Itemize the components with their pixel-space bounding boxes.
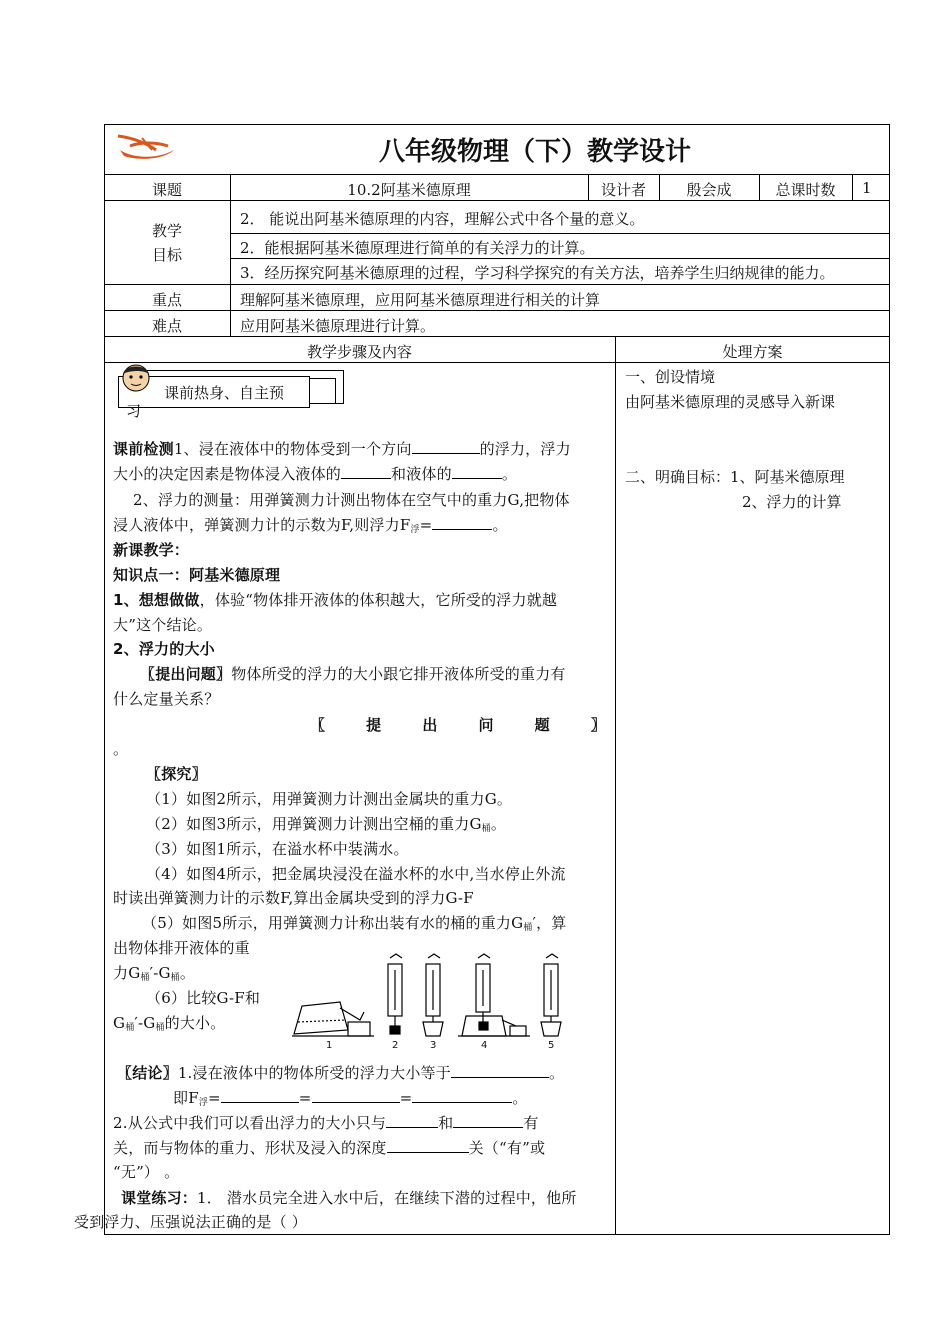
subscript: 桶: [155, 1023, 165, 1033]
pre-test-text: 1、浸在液体中的物体受到一个方向: [173, 440, 412, 458]
answer-blank[interactable]: [412, 439, 480, 454]
conclusion-line1: [117, 1061, 613, 1085]
topic-value: 10.2阿基米德原理: [347, 181, 471, 199]
goal-item: 2．能根据阿基米德原理进行简单的有关浮力的计算。: [240, 239, 595, 257]
page-title: 八年级物理（下）教学设计: [378, 137, 691, 167]
step-text: ′-G: [149, 964, 171, 982]
answer-blank[interactable]: [386, 1113, 438, 1128]
spread-char: 出: [422, 716, 438, 734]
subscript: 桶: [523, 923, 533, 933]
conclusion-line2: [113, 1111, 609, 1135]
figure-label: 4: [481, 1040, 488, 1051]
explore-step: （1）如图2所示，用弹簧测力计测出金属块的重力G。: [146, 790, 513, 808]
conclusion-line4: “无”） 。: [113, 1163, 180, 1181]
knowledge-point-heading: 知识点一：阿基米德原理: [113, 566, 281, 584]
topic-label: 课题: [151, 181, 182, 199]
step-text: （5）如图5所示，用弹簧测力计称出装有水的桶的重力G: [142, 914, 524, 932]
pre-test-line1: [113, 437, 609, 461]
subscript: 桶: [125, 1023, 135, 1033]
plan-item-text: 由阿基米德原理的灵感导入新课: [625, 393, 836, 411]
figure-label: 3: [430, 1040, 437, 1051]
step-text: 力G: [113, 964, 141, 982]
question-line2: 什么定量关系？: [113, 690, 220, 708]
spread-heading: [310, 713, 606, 737]
pre-test-line2: [113, 462, 609, 486]
goals-label: [104, 219, 230, 267]
explore-step: （4）如图4所示，把金属块浸没在溢水杯的水中,当水停止外流: [146, 865, 566, 883]
conclusion-text: 关，而与物体的重力、形状及浸入的深度: [113, 1139, 387, 1157]
spread-char: 〖: [310, 716, 326, 734]
step-text: G: [113, 1014, 126, 1032]
conclusion-text: 1.浸在液体中的物体所受的浮力大小等于: [177, 1064, 451, 1082]
conclusion-label: 〖结论〗: [117, 1064, 178, 1082]
goals-label-line1: 教学: [151, 222, 182, 240]
practice-text: 1． 潜水员完全进入水中后，在继续下潜的过程中，他所: [197, 1189, 577, 1207]
figure-label: 2: [392, 1040, 399, 1051]
formula-text: 即F: [173, 1089, 199, 1107]
answer-blank[interactable]: [341, 464, 391, 479]
school-logo: [112, 128, 184, 168]
plan-item-title: 一、创设情境: [625, 368, 716, 386]
subscript: 桶: [170, 973, 180, 983]
question-line1: [140, 662, 609, 686]
step-text: （2）如图3所示，用弹簧测力计测出空桶的重力G: [146, 815, 482, 833]
answer-blank[interactable]: [387, 1138, 469, 1153]
warmup-banner: [116, 362, 348, 420]
student-avatar-icon: [116, 362, 156, 392]
subscript: 浮: [410, 525, 420, 535]
question-text: 物体所受的浮力的大小跟它排开液体所受的重力有: [231, 665, 566, 683]
designer-value: 殷会成: [686, 181, 732, 199]
pre-test-text: 大小的决定因素是物体浸入液体的: [113, 465, 342, 483]
plan-header: 处理方案: [722, 343, 783, 361]
subscript: 桶: [140, 973, 150, 983]
answer-blank[interactable]: [451, 1063, 549, 1078]
plan-item-title: 二、明确目标：1、阿基米德原理: [625, 468, 845, 486]
think-label: 1、想想做做: [113, 591, 200, 609]
experiment-figure: [290, 950, 590, 1050]
think-text: ，体验“物体排开液体的体积越大，它所受的浮力就越: [199, 591, 558, 609]
designer-label: 设计者: [600, 181, 646, 199]
explore-step: 出物体排开液体的重: [113, 939, 250, 957]
pre-test-text: 的浮力，浮力: [479, 440, 571, 458]
answer-blank[interactable]: [221, 1088, 299, 1103]
conclusion-text: 2.从公式中我们可以看出浮力的大小只与: [113, 1114, 387, 1132]
explore-step: 时读出弹簧测力计的示数F,算出金属块受到的浮力G-F: [113, 889, 474, 907]
key-point: 理解阿基米德原理，应用阿基米德原理进行相关的计算: [240, 291, 601, 309]
answer-blank[interactable]: [412, 1088, 512, 1103]
figure-label: 1: [326, 1040, 333, 1051]
equals: =: [298, 1089, 312, 1107]
practice-line1: [121, 1186, 609, 1210]
conclusion-text: 有: [523, 1114, 539, 1132]
think-line2: 大”这个结论。: [113, 616, 213, 634]
plan-item-sub: 2、浮力的计算: [742, 493, 842, 511]
step-text: ′，算: [532, 914, 567, 932]
think-line1: [113, 588, 609, 612]
conclusion-text: 关（“有”或: [468, 1139, 546, 1157]
pre-test-label: 课前检测: [113, 440, 174, 458]
pre-test-text: 和液体的: [391, 465, 452, 483]
period: 。: [512, 1089, 528, 1107]
answer-blank[interactable]: [453, 1113, 523, 1128]
explore-step: [113, 1011, 283, 1040]
answer-blank[interactable]: [452, 464, 502, 479]
explore-step: （6）比较G-F和: [146, 989, 261, 1007]
subscript: 桶: [481, 824, 491, 834]
pre-test-line3: 2、浮力的测量：用弹簧测力计测出物体在空气中的重力G,把物体: [133, 491, 570, 509]
steps-header: 教学步骤及内容: [306, 343, 412, 361]
conclusion-text: 和: [438, 1114, 454, 1132]
pre-test-text: 。: [501, 465, 518, 483]
period: 。: [179, 964, 196, 982]
new-lesson-heading: 新课教学：: [113, 541, 190, 559]
practice-label: 课堂练习：: [121, 1189, 198, 1207]
goal-item: 2． 能说出阿基米德原理的内容，理解公式中各个量的意义。: [240, 210, 645, 228]
goal-item: 3．经历探究阿基米德原理的过程，学习科学探究的有关方法，培养学生归纳规律的能力。: [240, 264, 835, 282]
figure-label: 5: [548, 1040, 555, 1051]
conclusion-line3: [113, 1136, 609, 1160]
difficulty-value: 应用阿基米德原理进行计算。: [240, 317, 436, 335]
banner-text-wrap: 习: [126, 402, 142, 420]
buoyancy-size-heading: 2、浮力的大小: [113, 640, 215, 658]
period: 。: [492, 516, 508, 534]
answer-blank[interactable]: [312, 1088, 400, 1103]
subscript: 浮: [198, 1098, 209, 1108]
goals-label-line2: 目标: [151, 246, 182, 264]
banner-text: 课前热身、自主预: [164, 384, 285, 402]
explore-step: （3）如图1所示，在溢水杯中装满水。: [146, 840, 409, 858]
period: 。: [490, 815, 507, 833]
answer-blank[interactable]: [432, 515, 492, 530]
spread-char: 提: [366, 716, 382, 734]
spread-char: 问: [478, 716, 494, 734]
pre-test-text: 浸人液体中，弹簧测力计的示数为F,则浮力F: [113, 516, 411, 534]
spread-char: 〗: [590, 716, 606, 734]
practice-line2: 受到浮力、压强说法正确的是（ ）: [74, 1213, 307, 1231]
key-label: 重点: [151, 291, 182, 309]
equals: =: [208, 1089, 221, 1107]
step-text: ′-G: [134, 1014, 156, 1032]
step-text: 的大小。: [164, 1014, 226, 1032]
period: 。: [548, 1064, 565, 1082]
equals: =: [399, 1089, 413, 1107]
spread-char: 题: [534, 716, 550, 734]
hours-value: 1: [862, 179, 872, 197]
equals: =: [419, 516, 433, 534]
question-label: 〖提出问题〗: [140, 665, 232, 683]
difficulty-label: 难点: [151, 317, 182, 335]
explore-heading: 〖探究〗: [146, 765, 207, 783]
hours-label: 总课时数: [775, 181, 836, 199]
period-line: 。: [113, 740, 129, 758]
